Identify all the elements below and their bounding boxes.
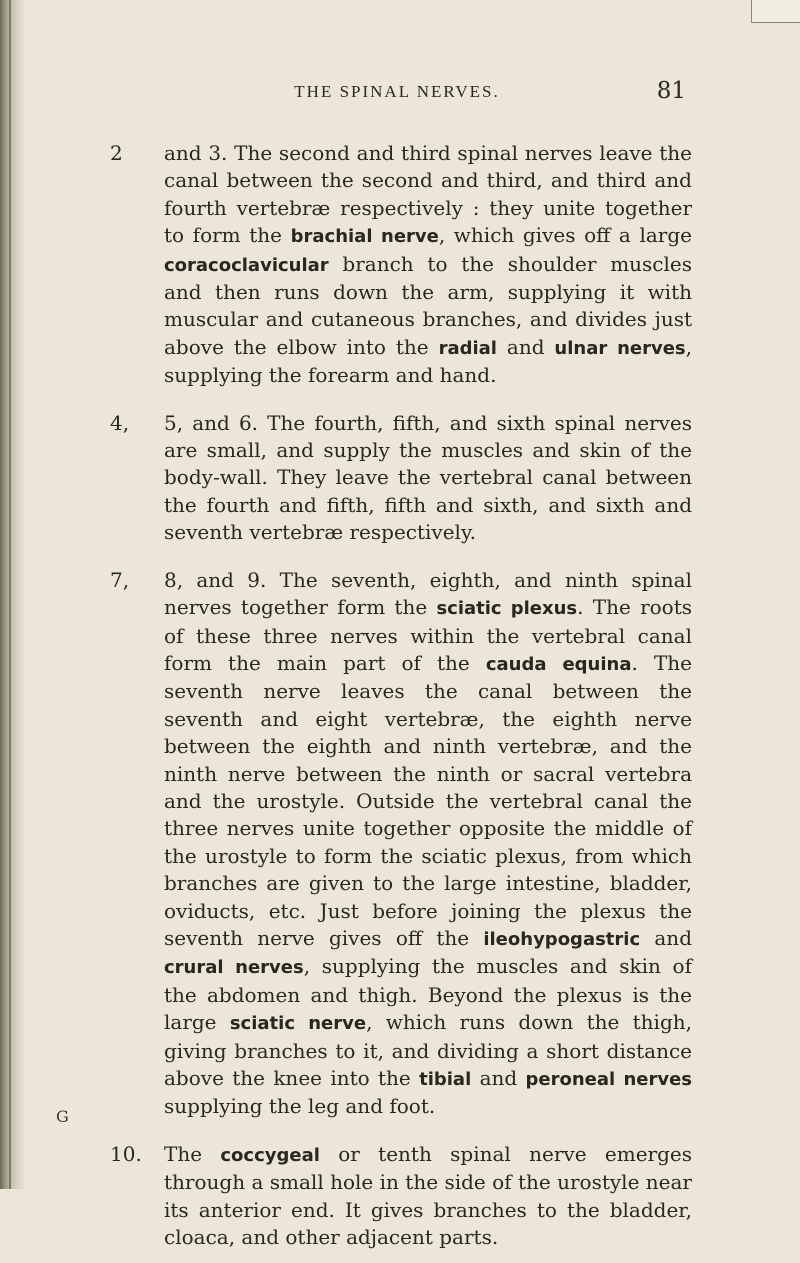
entry-text: and <box>640 925 692 950</box>
entry-text: 5, and 6. The fourth, fifth, and sixth spinal nerves are small, and supply the muscles and skin of the body-wall. They leave the vertebral canal between the fourth and fifth, fifth and sixth, and sixth and seventh vertebræ respectively. <box>164 410 692 545</box>
term-coccygeal: coccygeal <box>220 1144 320 1166</box>
term-tibial: tibial <box>419 1069 472 1090</box>
term-cauda-equina: cauda equina <box>485 653 632 675</box>
running-head: THE SPINAL NERVES. <box>294 82 500 101</box>
entry-nerves-7-8-9 <box>110 567 692 1121</box>
term-sciatic-nerve: sciatic nerve <box>229 1013 367 1035</box>
entry-text: , which runs down the thigh, giving branches to it, and dividing a short distance above the knee into the <box>164 1010 692 1090</box>
entry-nerves-2-3 <box>110 140 692 390</box>
entry-text: , supplying the muscles and skin of the abdomen and thigh. Beyond the plexus is the large <box>164 954 692 1035</box>
entry-text: branch to the shoulder muscles and then runs down the arm, supplying it with muscular and cutaneous branches, and divides just above the elbow into the <box>164 251 692 359</box>
entry-nerves-4-5-6 <box>110 410 692 547</box>
entry-text: The <box>164 1141 221 1166</box>
signature-mark: G <box>56 1107 69 1126</box>
term-brachial-nerve: brachial nerve <box>290 226 439 248</box>
term-radial: radial <box>438 337 497 359</box>
entry-text: . The seventh nerve leaves the canal between the seventh and eight vertebræ, the eighth nerve between the eighth and ninth vertebræ, and the ninth nerve between the ninth or sacral vertebra and the urostyle. Outside the vertebral canal the three nerves unite together opposite the middle of the urostyle to form the sciatic plexus, from which branches are given to the large intestine, bladder, oviducts, etc. Just before joining the plexus the seventh nerve gives off the <box>164 650 692 950</box>
term-crural-nerves: crural nerves <box>164 957 304 979</box>
entry-text: or tenth spinal nerve emerges through a small hole in the side of the urostyle near its anterior end. It gives branches to the bladder, cloaca, and other adjacent parts. <box>164 1141 692 1250</box>
entry-text: and 3. The second and third spinal nerves leave the canal between the second and third, and third and fourth vertebræ respectively : they unite together to form the <box>164 141 692 248</box>
entry-text: 8, and 9. The seventh, eighth, and ninth spinal nerves together form the <box>164 567 692 620</box>
entry-nerve-10 <box>110 1141 692 1252</box>
term-ulnar-nerves: ulnar nerves <box>554 337 686 359</box>
entry-text: and <box>496 334 555 359</box>
term-peroneal-nerves: peroneal nerves <box>525 1069 692 1090</box>
entry-text: , supplying the forearm and hand. <box>164 334 692 388</box>
entry-text: supplying the leg and foot. <box>164 1094 436 1119</box>
page-edge-line <box>9 0 11 1189</box>
entry-number: 4, <box>110 410 130 435</box>
term-sciatic-plexus: sciatic plexus <box>436 598 578 620</box>
page-number: 81 <box>656 78 686 104</box>
page-binding-shadow <box>0 0 26 1189</box>
entry-text: . The roots of these three nerves within the vertebral canal form the main part of the <box>164 595 693 675</box>
page-body <box>110 120 692 1263</box>
term-coracoclavicular: coracoclavicular <box>164 254 329 276</box>
entry-text: and <box>471 1066 526 1090</box>
entry-text: , which gives off a large <box>438 223 692 248</box>
term-ileohypogastric: ileohypogastric <box>483 928 641 950</box>
page-corner-fold <box>751 0 800 23</box>
entry-number: 7, <box>110 567 130 592</box>
page-header <box>108 78 686 108</box>
entry-number: 2 <box>110 141 123 165</box>
entry-number: 10. <box>110 1141 142 1166</box>
